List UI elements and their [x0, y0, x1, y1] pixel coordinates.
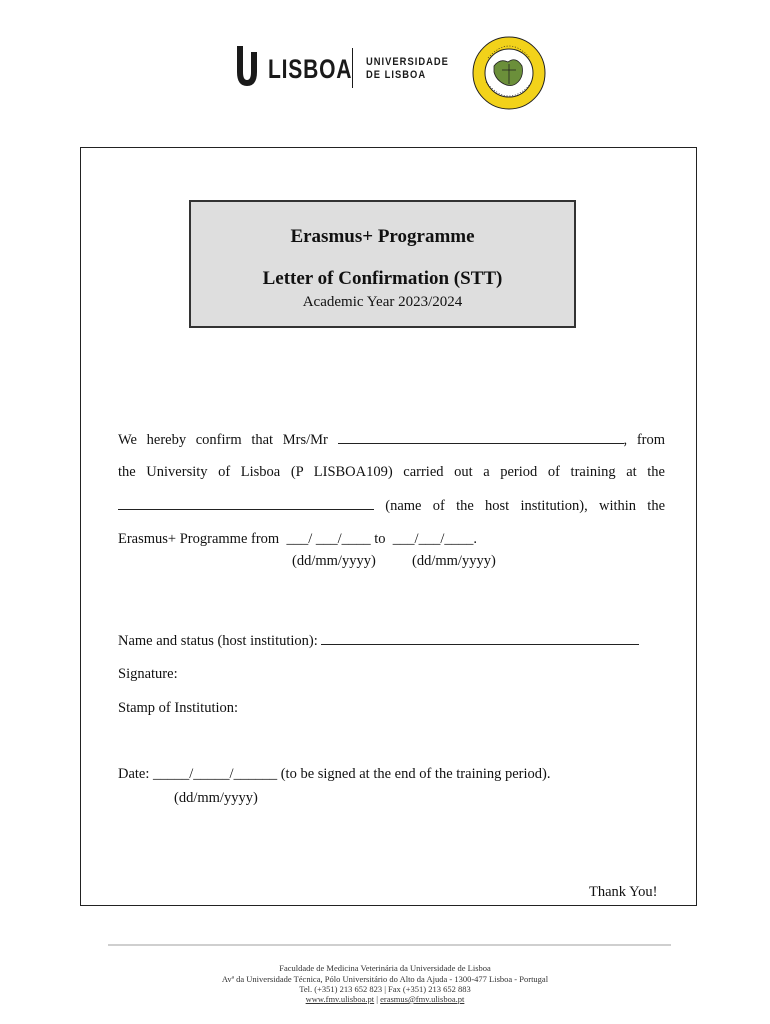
date-format-from: (dd/mm/yyyy) — [292, 553, 376, 569]
title-letter: Letter of Confirmation (STT) — [262, 268, 503, 289]
blank-date-from[interactable]: ___/ ___/____ — [286, 531, 371, 547]
title-programme: Erasmus+ Programme — [290, 226, 475, 247]
text-confirm: We hereby confirm that Mrs/Mr — [118, 432, 328, 448]
thank-you: Thank You! — [589, 884, 658, 900]
body-line-1 — [118, 431, 665, 449]
title-academic-year: Academic Year 2023/2024 — [302, 294, 463, 310]
blank-student-name[interactable] — [338, 431, 624, 444]
footer-line-3: Tel. (+351) 213 652 823 | Fax (+351) 213 652 883 — [299, 984, 471, 994]
brand-university — [366, 56, 449, 82]
brand-lisboa: LISBOA — [268, 54, 353, 84]
fmv-seal-logo — [472, 36, 546, 110]
name-status-row — [118, 632, 639, 650]
text-date-note: (to be signed at the end of the training period). — [280, 766, 551, 782]
footer-email-link[interactable]: erasmus@fmv.ulisboa.pt — [380, 994, 465, 1004]
text-to: to — [374, 531, 386, 547]
text-programme-from: Erasmus+ Programme from — [118, 531, 280, 547]
body-line-3 — [118, 497, 665, 515]
date-format-signed: (dd/mm/yyyy) — [174, 790, 258, 806]
footer-separator: | — [376, 994, 378, 1004]
text-host-institution: (name of the host institution), within the — [385, 498, 666, 514]
ulisboa-u-logo-icon — [234, 46, 260, 88]
footer-line-1: Faculdade de Medicina Veterinária da Universidade de Lisboa — [279, 963, 491, 973]
footer-line-4 — [0, 994, 770, 1005]
brand-line1: UNIVERSIDADE — [366, 56, 449, 68]
body-line-2: the University of Lisboa (P LISBOA109) carried out a period of training at the — [118, 464, 665, 480]
date-row — [118, 766, 551, 783]
label-stamp: Stamp of Institution: — [118, 700, 239, 716]
blank-name-status[interactable] — [321, 632, 639, 645]
body-line-4 — [118, 531, 477, 548]
blank-host-institution[interactable] — [118, 497, 374, 510]
date-format-to: (dd/mm/yyyy) — [412, 553, 496, 569]
text-from: , from — [623, 432, 666, 448]
label-date: Date: — [118, 766, 150, 782]
footer-line-2: Avª da Universidade Técnica, Pólo Universitário do Alto da Ajuda - 1300-477 Lisboa - Portugal — [221, 974, 549, 984]
label-signature: Signature: — [118, 666, 178, 682]
brand-line2: DE LISBOA — [366, 69, 427, 81]
blank-date-to[interactable]: ___/___/____. — [392, 531, 477, 547]
footer-divider — [108, 944, 671, 946]
brand-divider — [352, 48, 353, 88]
blank-date-signed[interactable]: _____/_____/______ — [153, 766, 278, 782]
footer-website-link[interactable]: www.fmv.ulisboa.pt — [305, 994, 375, 1004]
label-name-status: Name and status (host institution): — [118, 633, 318, 649]
